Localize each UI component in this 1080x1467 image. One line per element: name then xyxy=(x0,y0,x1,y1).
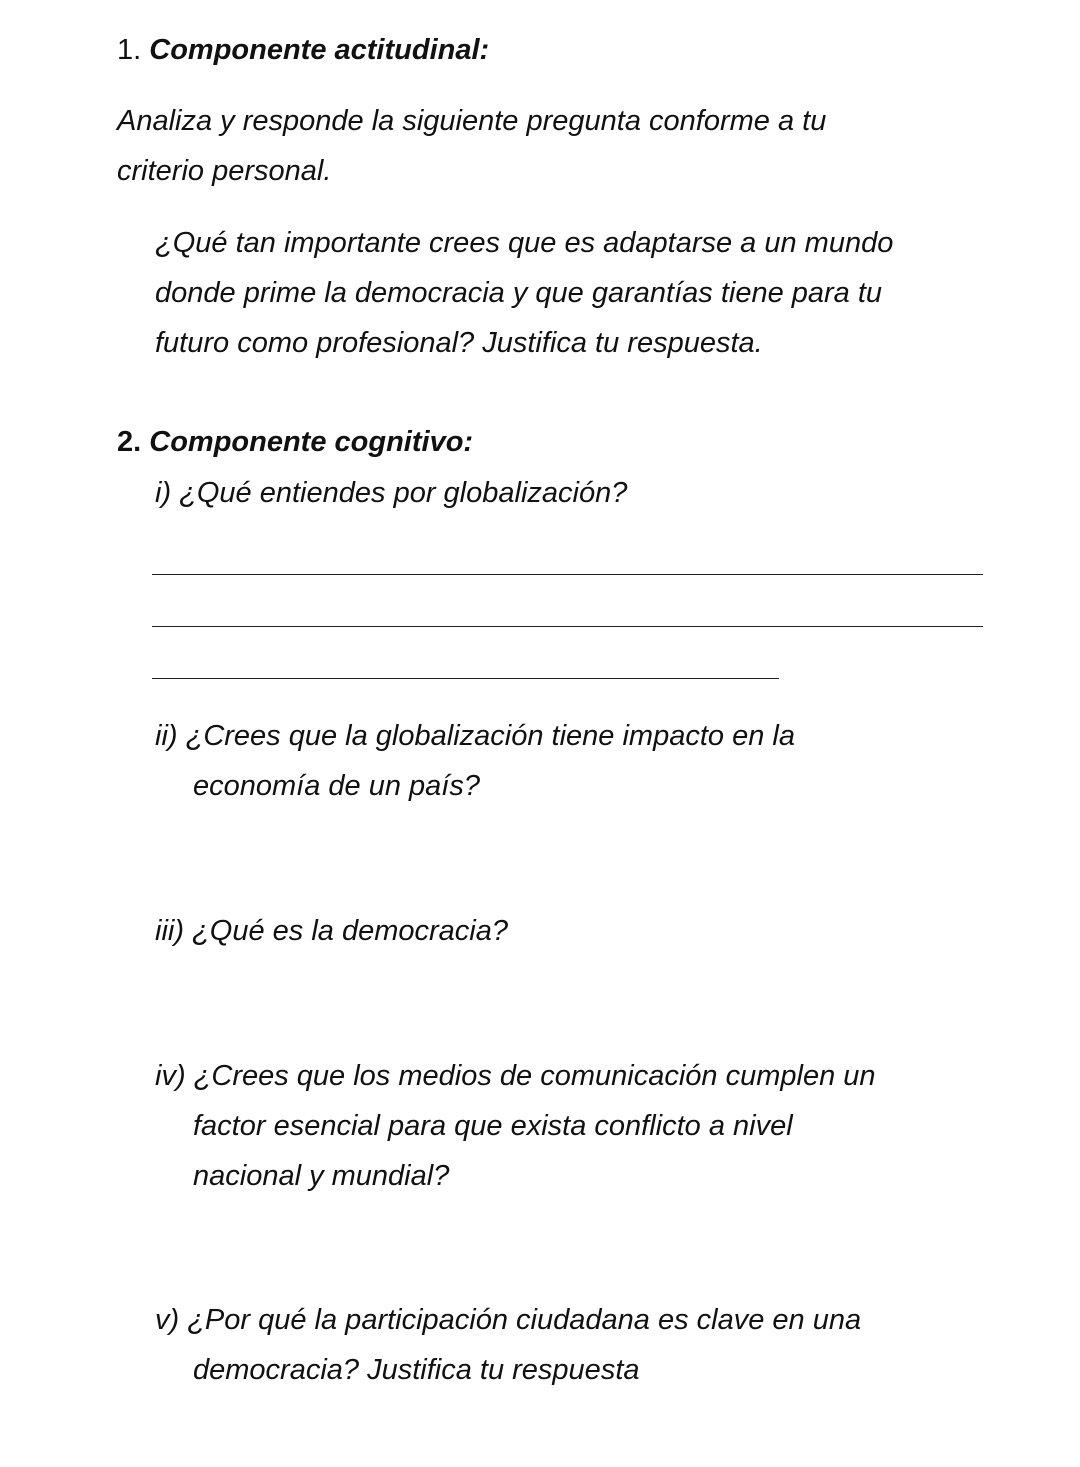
question-v-line-2: democracia? Justifica tu respuesta xyxy=(193,1354,640,1386)
section-1-title: Componente actitudinal: xyxy=(149,34,490,66)
question-line-2: donde prime la democracia y que garantías tiene para tu xyxy=(155,277,883,309)
section-1-heading xyxy=(117,32,489,68)
question-line-1: ¿Qué tan importante crees que es adaptarse a un mundo xyxy=(155,227,894,259)
answer-line-2[interactable] xyxy=(152,626,983,627)
section-2-title: Componente cognitivo: xyxy=(149,426,474,458)
question-ii-line-1: ii) ¿Crees que la globalización tiene impacto en la xyxy=(155,720,795,752)
answer-line-3[interactable] xyxy=(152,678,779,679)
question-v-line-1: v) ¿Por qué la participación ciudadana es clave en una xyxy=(155,1304,862,1336)
section-2-number: 2. xyxy=(117,426,142,458)
question-ii-line-2: economía de un país? xyxy=(193,770,480,802)
question-i: i) ¿Qué entiendes por globalización? xyxy=(155,477,628,509)
question-iv-line-1: iv) ¿Crees que los medios de comunicación cumplen un xyxy=(155,1060,876,1092)
answer-line-1[interactable] xyxy=(152,574,983,575)
section-2-heading xyxy=(117,424,473,460)
question-iv-line-2: factor esencial para que exista conflicto a nivel xyxy=(193,1110,793,1142)
question-iv-line-3: nacional y mundial? xyxy=(193,1160,450,1192)
instruction-line-2: criterio personal. xyxy=(117,155,332,187)
question-iii: iii) ¿Qué es la democracia? xyxy=(155,915,508,947)
instruction-line-1: Analiza y responde la siguiente pregunta conforme a tu xyxy=(117,105,827,137)
section-1-number: 1. xyxy=(117,34,142,66)
question-line-3: futuro como profesional? Justifica tu respuesta. xyxy=(155,327,763,359)
